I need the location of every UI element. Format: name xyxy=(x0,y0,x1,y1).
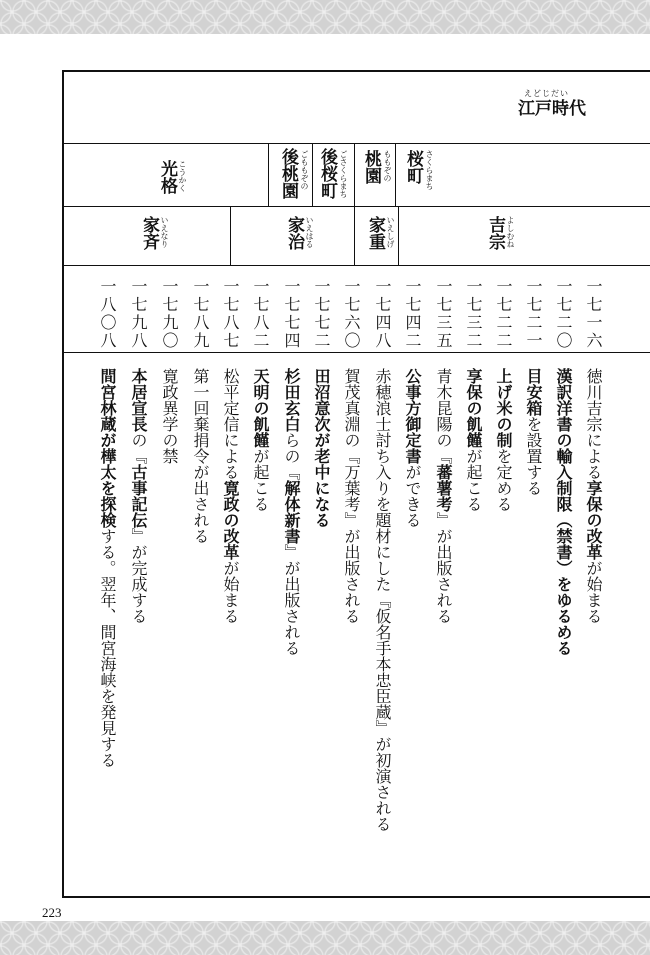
year: 一七一六 xyxy=(584,278,603,350)
emperor-ruby: ごももぞの xyxy=(300,150,309,190)
emperor-ruby: ごさくらまち xyxy=(339,150,348,198)
event-entry: 間宮林蔵が樺太を探検する。翌年、間宮海峡を発見する xyxy=(98,368,117,768)
shogun-ruby: いえしげ xyxy=(386,216,395,248)
year: 一七六〇 xyxy=(342,278,361,350)
row-divider-shogun xyxy=(62,265,650,266)
year: 一八〇八 xyxy=(98,278,117,350)
emperor-name: 後桃園 xyxy=(278,148,298,199)
era-ruby: えどじだい xyxy=(524,89,569,98)
event-entry: 公事方御定書ができる xyxy=(403,368,422,528)
shogun-name: 家重 xyxy=(365,216,385,250)
row-divider-era xyxy=(62,143,650,144)
shogun-divider xyxy=(354,206,355,265)
year: 一七八二 xyxy=(251,278,270,350)
year: 一七八七 xyxy=(221,278,240,350)
year: 一七三二 xyxy=(464,278,483,350)
page-number: 223 xyxy=(42,905,62,920)
event-entry: 享保の飢饉が起こる xyxy=(464,368,483,512)
event-entry: 漢訳洋書の輸入制限（禁書）をゆるめる xyxy=(554,368,573,656)
shogun-divider xyxy=(398,206,399,265)
shogun-ruby: よしむね xyxy=(506,216,515,248)
shogun-ruby: いえはる xyxy=(305,216,314,248)
shogun-name: 家斉 xyxy=(139,216,159,250)
emperor-name: 桃園 xyxy=(361,150,381,184)
year: 一七四二 xyxy=(403,278,422,350)
shogun-ruby: いえなり xyxy=(160,216,169,248)
emperor-name: 後桜町 xyxy=(317,148,337,199)
event-entry: 天明の飢饉が起こる xyxy=(251,368,270,512)
event-entry: 目安箱を設置する xyxy=(524,368,543,496)
emperor-ruby: さくらまち xyxy=(425,150,434,190)
emperor-divider xyxy=(312,143,313,206)
event-entry: 寛政異学の禁 xyxy=(160,368,179,464)
year: 一七四八 xyxy=(373,278,392,350)
year: 一七二二 xyxy=(494,278,513,350)
year: 一七三五 xyxy=(434,278,453,350)
event-entry: 賀茂真淵の『万葉考』が出版される xyxy=(342,368,361,624)
event-entry: 徳川吉宗による享保の改革が始まる xyxy=(584,368,603,624)
year: 一七七二 xyxy=(312,278,331,350)
event-entry: 松平定信による寛政の改革が始まる xyxy=(221,368,240,624)
row-divider-emperor xyxy=(62,206,650,207)
shogun-name: 吉宗 xyxy=(485,216,505,250)
emperor-divider xyxy=(354,143,355,206)
era-title: 江戸時代 xyxy=(518,99,586,119)
event-entry: 上げ米の制を定める xyxy=(494,368,513,512)
year: 一七九八 xyxy=(129,278,148,350)
emperor-ruby: こうかく xyxy=(178,160,187,192)
event-entry: 青木昆陽の『蕃薯考』が出版される xyxy=(434,368,453,624)
year: 一七二一 xyxy=(524,278,543,350)
shogun-divider xyxy=(230,206,231,265)
emperor-divider xyxy=(268,143,269,206)
emperor-ruby: ももぞの xyxy=(383,150,392,182)
event-entry: 本居宣長の『古事記伝』が完成する xyxy=(129,368,148,624)
top-decorative-band xyxy=(0,0,650,34)
emperor-divider xyxy=(395,143,396,206)
event-entry: 杉田玄白らの『解体新書』が出版される xyxy=(282,368,301,656)
shogun-name: 家治 xyxy=(284,216,304,250)
bottom-decorative-band xyxy=(0,921,650,955)
year: 一七八九 xyxy=(191,278,210,350)
year: 一七九〇 xyxy=(160,278,179,350)
event-entry: 田沼意次が老中になる xyxy=(312,368,331,528)
event-entry: 第一回棄捐令が出される xyxy=(191,368,210,544)
emperor-name: 桜町 xyxy=(403,150,423,184)
row-divider-year xyxy=(62,352,650,353)
year: 一七二〇 xyxy=(554,278,573,350)
year: 一七七四 xyxy=(282,278,301,350)
event-entry: 赤穂浪士討ち入りを題材にした『仮名手本忠臣蔵』が初演される xyxy=(373,368,392,832)
emperor-name: 光格 xyxy=(157,160,177,194)
